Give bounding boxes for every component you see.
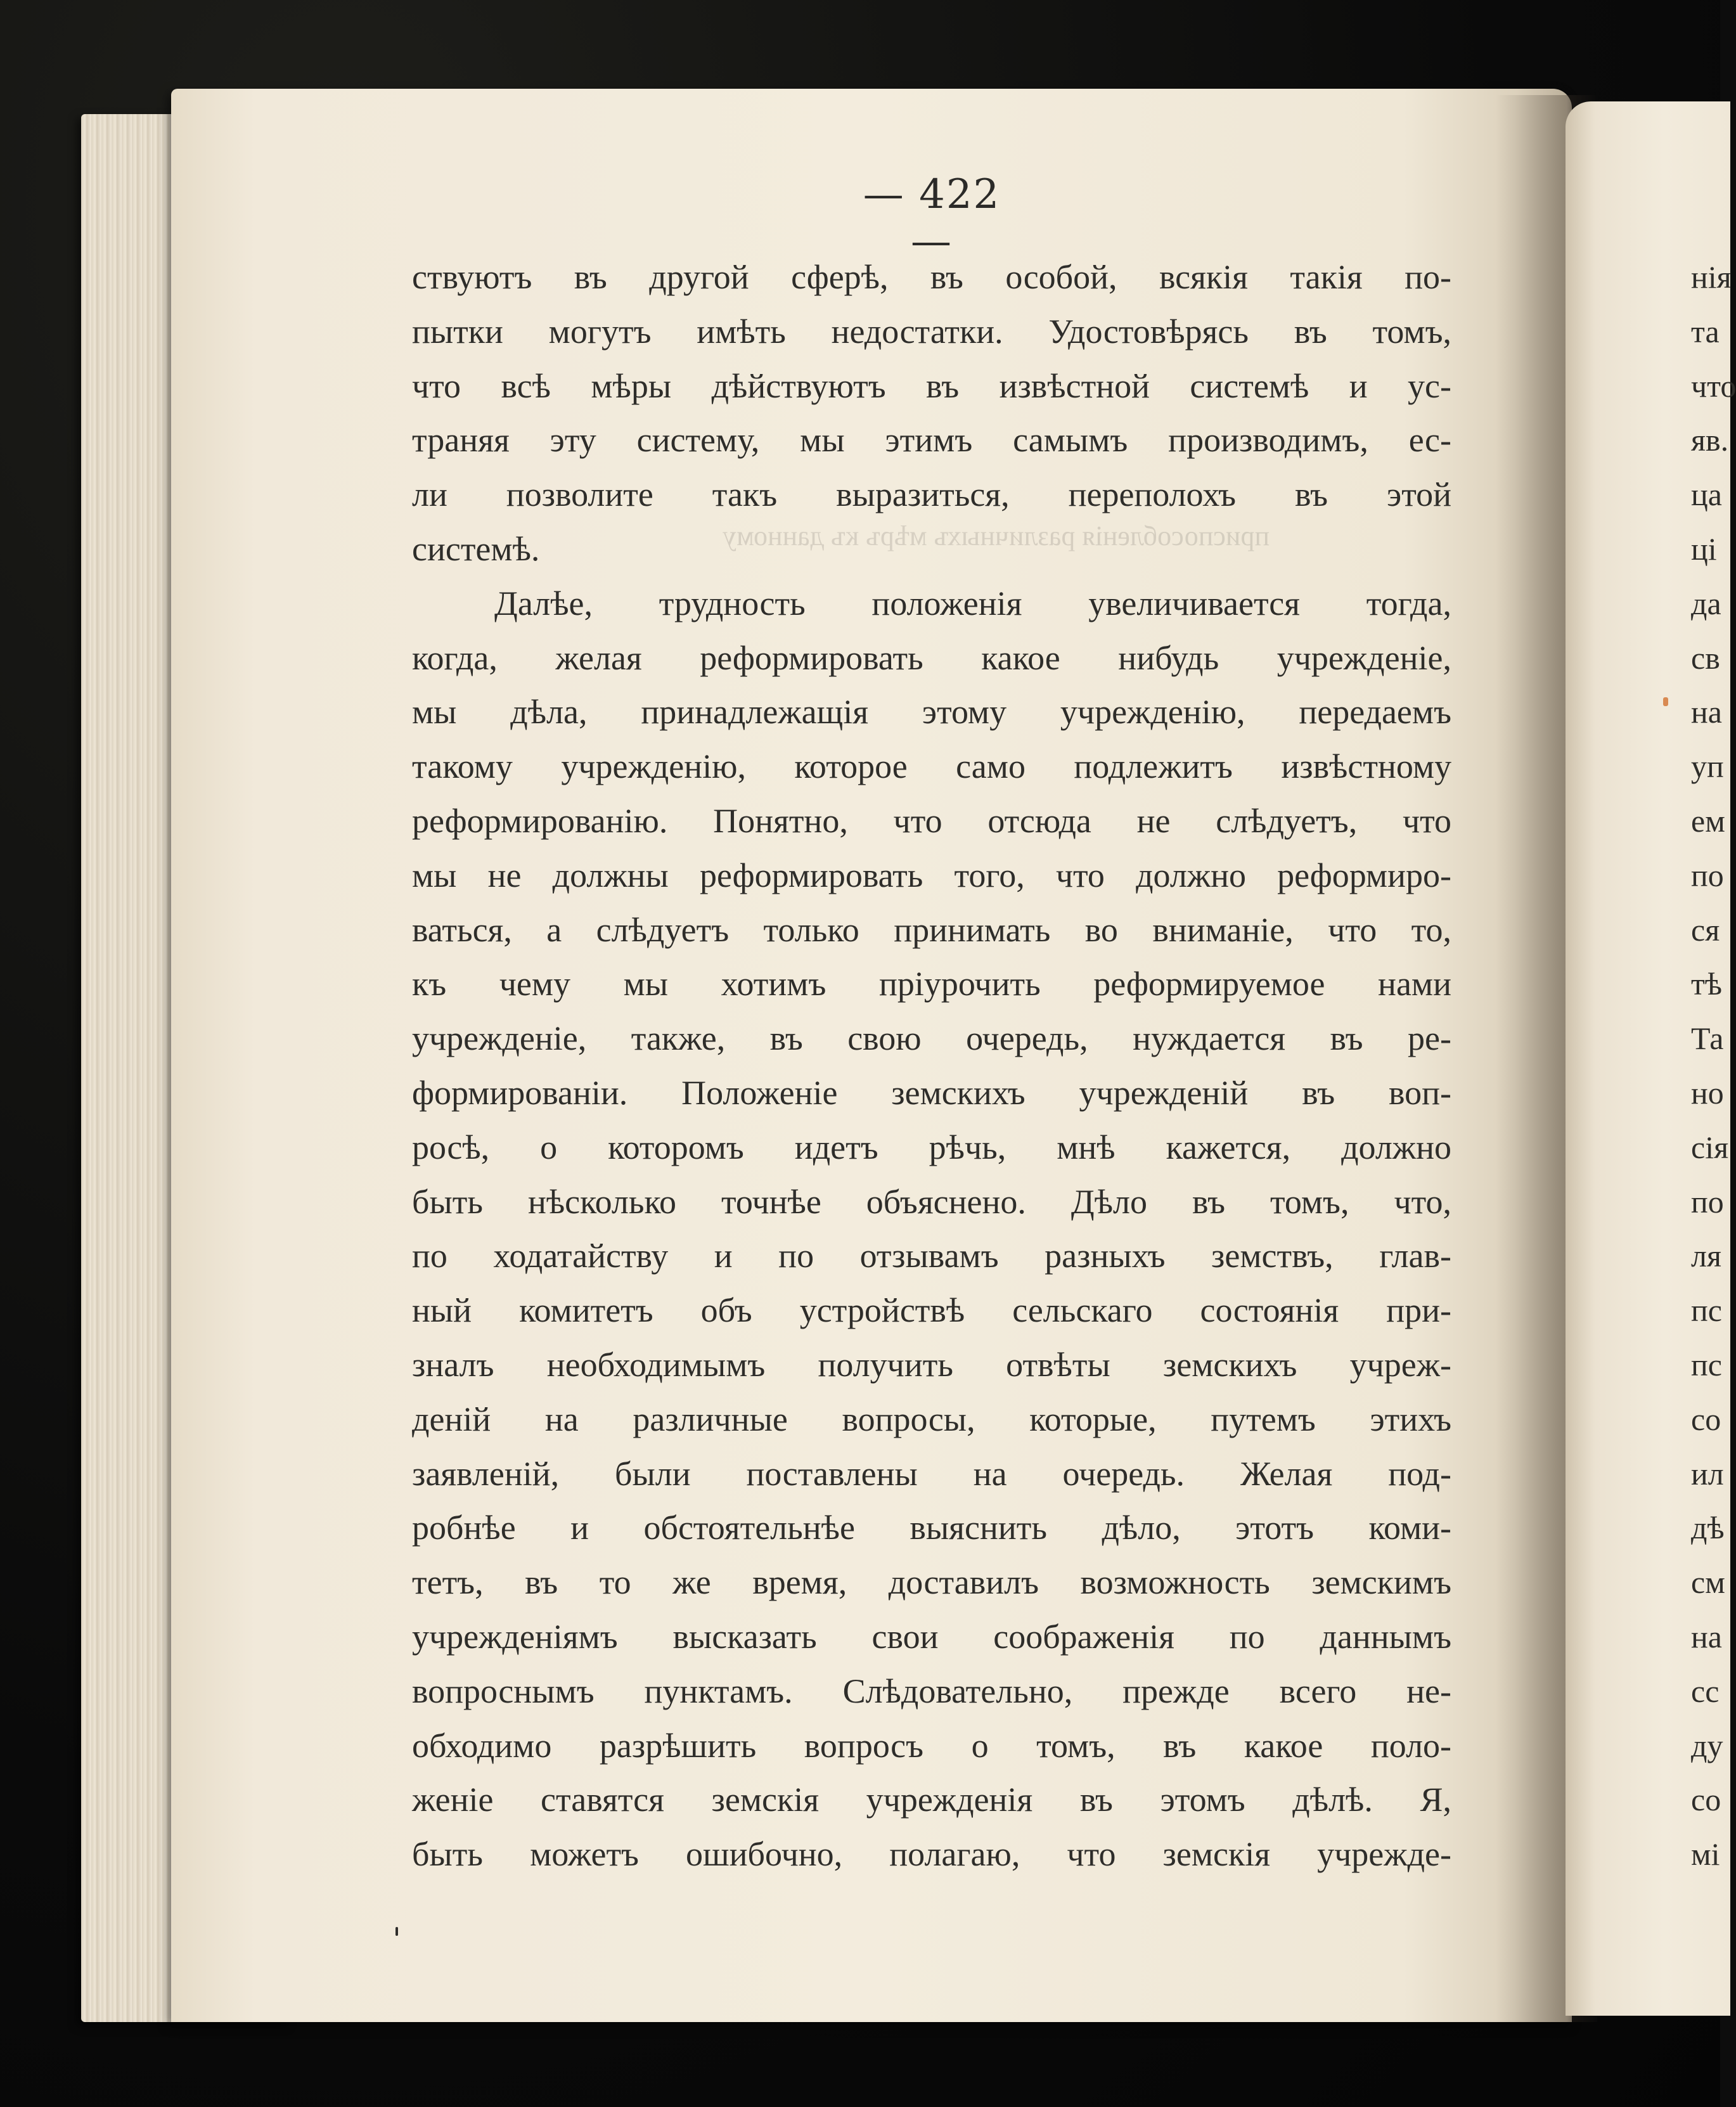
stain-mark [1663, 697, 1668, 706]
text-line: траняя эту систему, мы этимъ самымъ производимъ, ес- [412, 421, 1451, 460]
text-line: обходимо разрѣшить вопросъ о томъ, въ какое поло- [412, 1726, 1451, 1765]
text-line: заявленій, были поставлены на очередь. Желая под- [412, 1454, 1451, 1493]
facing-line-fragment: ці [1691, 531, 1717, 567]
facing-line-fragment: пс [1691, 1292, 1722, 1329]
facing-line-fragment: ду [1691, 1727, 1723, 1763]
facing-line-fragment: да [1691, 585, 1721, 621]
text-line: по ходатайству и по отзывамъ разныхъ земствъ, глав- [412, 1237, 1451, 1275]
facing-line-fragment: см [1691, 1564, 1725, 1601]
text-line: пытки могутъ имѣть недостатки. Удостовѣрясь въ томъ, [412, 312, 1451, 351]
facing-line-fragment: яв. [1691, 422, 1729, 458]
facing-line-fragment: дѣ [1691, 1510, 1725, 1546]
facing-line-fragment: та [1691, 313, 1720, 349]
facing-line-fragment: ем [1691, 802, 1725, 839]
text-line: ли позволите такъ выразиться, переполохъ въ этой [412, 475, 1451, 514]
text-line: вопроснымъ пунктамъ. Слѣдовательно, прежде всего не- [412, 1672, 1451, 1710]
facing-line-fragment: со [1691, 1401, 1721, 1437]
facing-line-fragment: ся [1691, 912, 1720, 948]
facing-line-fragment: со [1691, 1782, 1721, 1818]
facing-line-fragment: на [1691, 694, 1722, 730]
text-line: мы не должны реформировать того, что должно реформиро- [412, 856, 1451, 894]
facing-line-fragment: уп [1691, 749, 1724, 785]
bleed-through-text: приспособленія различныхъ мѣръ къ данному [723, 520, 1270, 551]
text-line: учрежденіе, также, въ свою очередь, нуждается въ ре- [412, 1019, 1451, 1058]
text-line: Далѣе, трудность положенія увеличивается тогда, [494, 584, 1451, 622]
facing-line-fragment: на [1691, 1618, 1722, 1654]
facing-line-fragment: нія [1691, 259, 1732, 295]
text-line: ствуютъ въ другой сферѣ, въ особой, всякія такія по- [412, 258, 1451, 296]
facing-line-fragment: сія [1691, 1129, 1729, 1165]
ink-mark [395, 1927, 398, 1936]
text-line: къ чему мы хотимъ пріурочить реформируемое нами [412, 965, 1451, 1003]
facing-line-fragment: тѣ [1691, 966, 1722, 1002]
facing-line-fragment: мі [1691, 1836, 1720, 1872]
text-line: мы дѣла, принадлежащія этому учрежденію, передаемъ [412, 693, 1451, 731]
facing-line-fragment: сс [1691, 1673, 1720, 1709]
text-line: реформированію. Понятно, что отсюда не слѣдуетъ, что [412, 801, 1451, 840]
text-line: тетъ, въ то же время, доставилъ возможность земскимъ [412, 1563, 1451, 1602]
facing-line-fragment: ля [1691, 1238, 1721, 1274]
facing-page-text [1691, 250, 1736, 1882]
text-line: ваться, а слѣдуетъ только принимать во вниманіе, что то, [412, 910, 1451, 949]
text-line: зналъ необходимымъ получить отвѣты земскихъ учреж- [412, 1345, 1451, 1384]
text-line: учрежденіямъ высказать свои соображенія по даннымъ [412, 1617, 1451, 1656]
facing-line-fragment: ил [1691, 1455, 1724, 1492]
text-line: ный комитетъ объ устройствѣ сельскаго состоянія при- [412, 1291, 1451, 1330]
text-line: такому учрежденію, которое само подлежитъ извѣстному [412, 747, 1451, 786]
facing-line-fragment: Та [1691, 1021, 1724, 1057]
facing-line-fragment: ца [1691, 477, 1722, 513]
body-text [412, 250, 1451, 1882]
page-number: — 422 — [863, 171, 1001, 265]
facing-line-fragment: по [1691, 857, 1724, 893]
text-line: формированіи. Положеніе земскихъ учрежденій въ воп- [412, 1073, 1451, 1112]
text-line: робнѣе и обстоятельнѣе выяснить дѣло, этотъ коми- [412, 1509, 1451, 1547]
facing-line-fragment: пс [1691, 1346, 1722, 1382]
text-line: женіе ставятся земскія учрежденія въ этомъ дѣлѣ. Я, [412, 1781, 1451, 1819]
text-line: когда, желая реформировать какое нибудь учрежденіе, [412, 638, 1451, 677]
text-line: что всѣ мѣры дѣйствуютъ въ извѣстной системѣ и ус- [412, 366, 1451, 405]
facing-line-fragment: что [1691, 368, 1736, 404]
text-line: быть можетъ ошибочно, полагаю, что земскія учрежде- [412, 1835, 1451, 1874]
text-line: системѣ. [412, 529, 540, 568]
text-line: быть нѣсколько точнѣе объяснено. Дѣло въ томъ, что, [412, 1182, 1451, 1221]
text-line: деній на различные вопросы, которые, путемъ этихъ [412, 1400, 1451, 1438]
facing-line-fragment: св [1691, 640, 1720, 676]
facing-line-fragment: но [1691, 1074, 1724, 1111]
text-line: росѣ, о которомъ идетъ рѣчь, мнѣ кажется, должно [412, 1128, 1451, 1166]
facing-line-fragment: по [1691, 1183, 1724, 1220]
